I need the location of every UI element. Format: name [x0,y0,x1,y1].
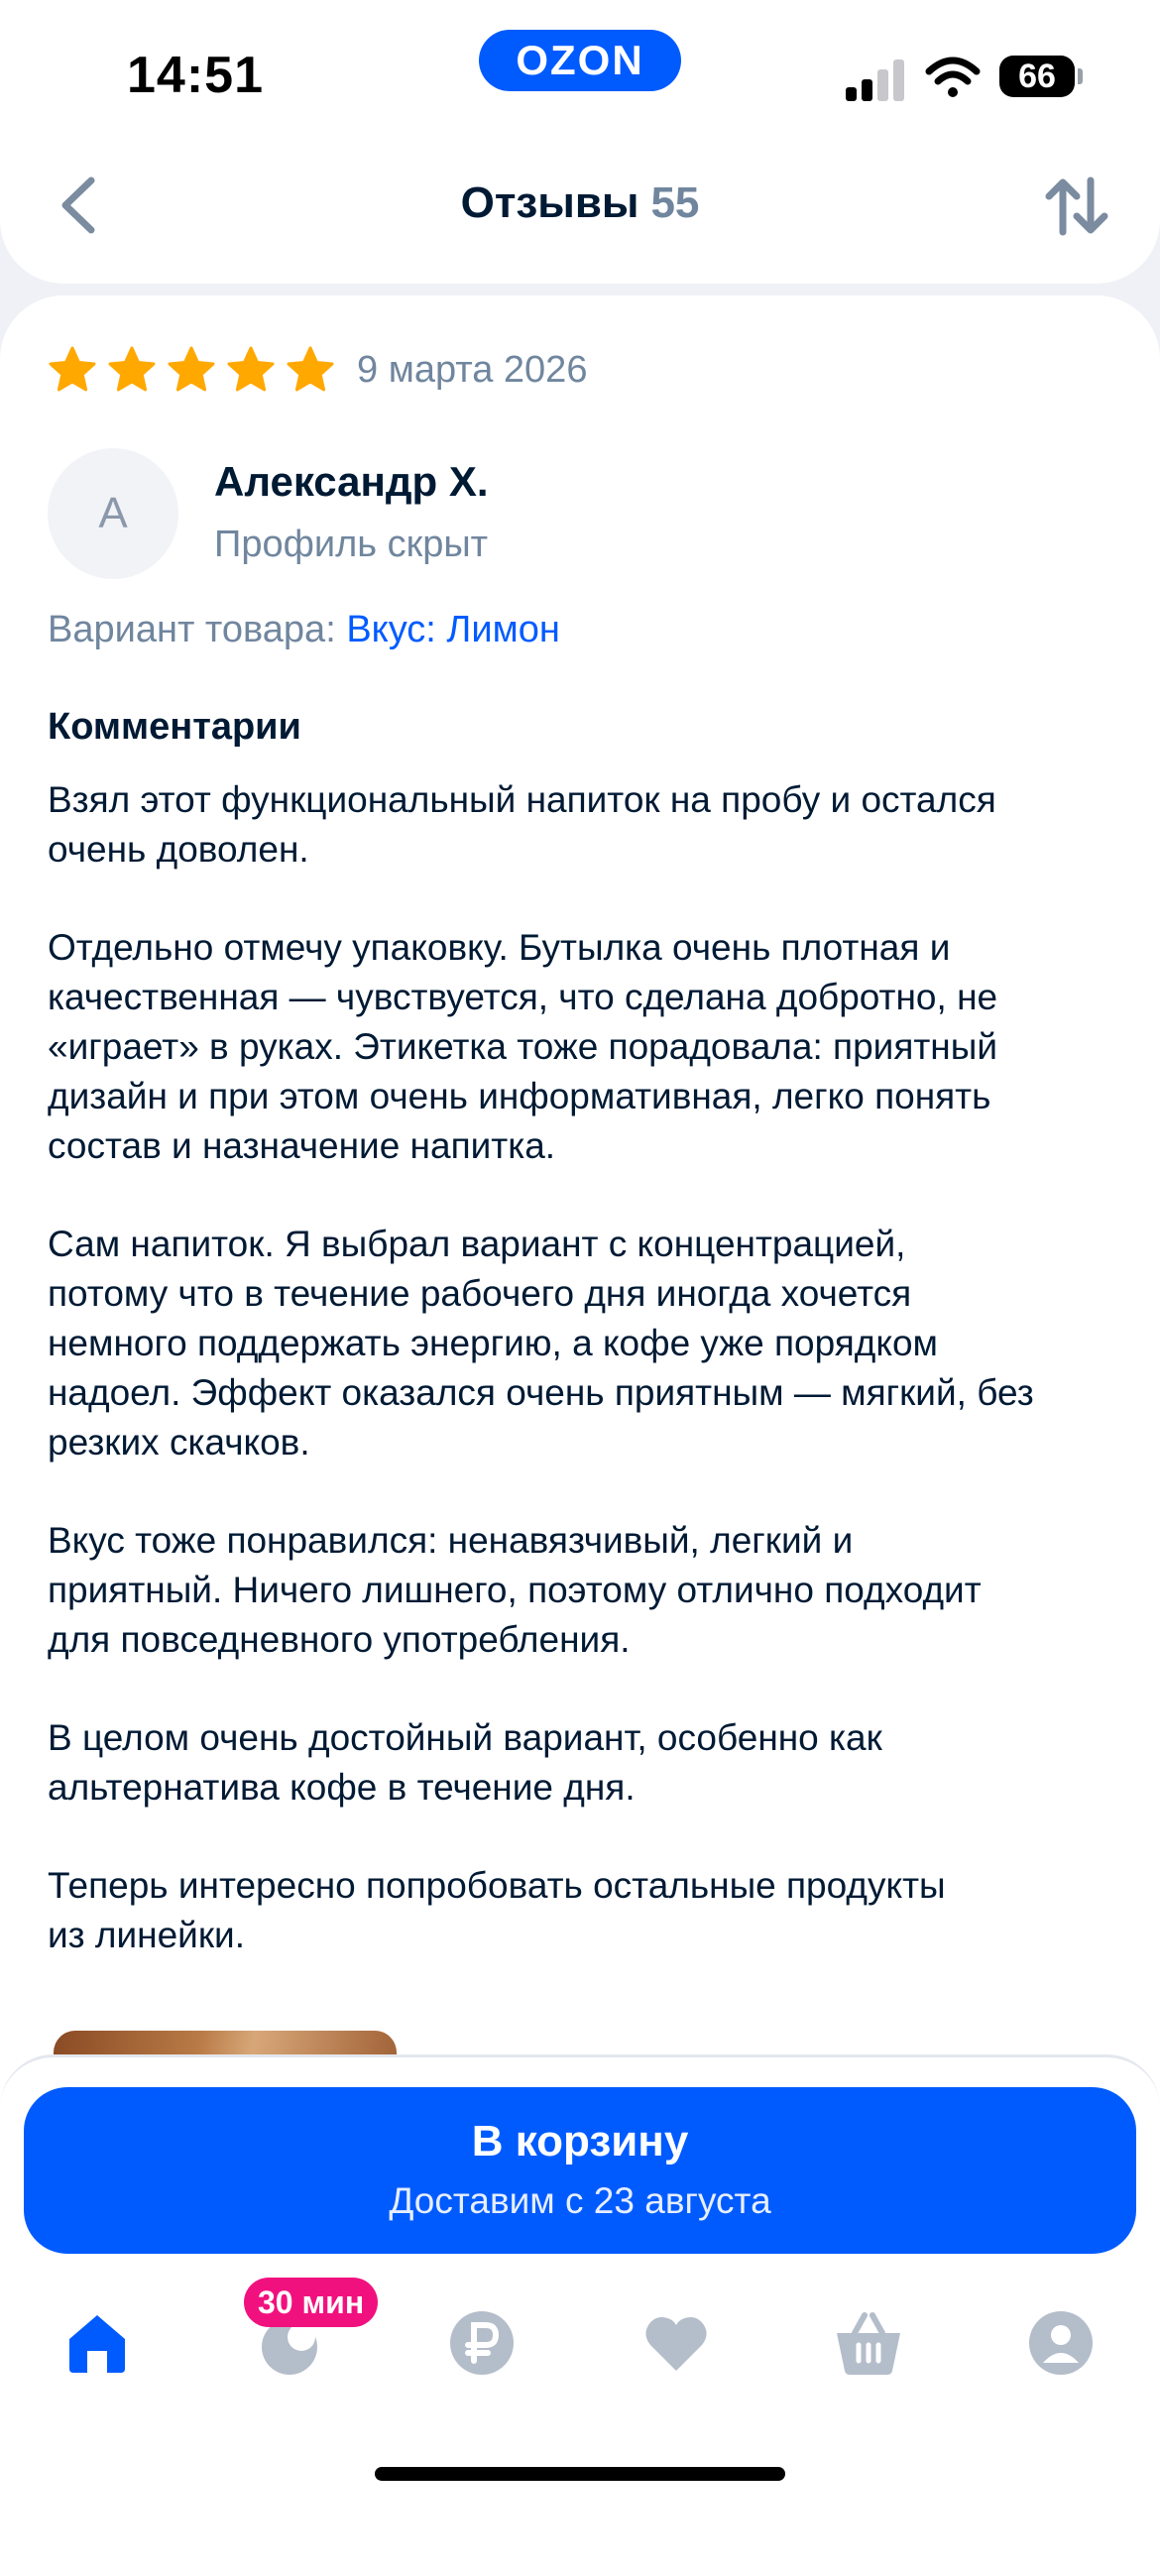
wifi-icon [925,56,981,99]
review-paragraph: Сам напиток. Я выбрал вариант с концентрацией, потому что в течение рабочего дня иногда хочется немного поддержать энергию, а кофе уже порядком надоел. Эффект оказался очень приятным — мягкий, без резких скачков. [48,1224,1034,1463]
review-text [48,775,1118,2009]
star-icon [167,345,216,395]
reviews-count: 55 [650,178,700,227]
page-title [0,178,1160,228]
review-paragraph: Теперь интересно попробовать остальные продукты из линейки. [48,1865,946,1955]
review-paragraph: Вкус тоже понравился: ненавязчивый, легкий и приятный. Ничего лишнего, поэтому отлично подходит для повседневного употребления. [48,1520,982,1660]
battery-indicator: 66 [999,56,1075,97]
review-paragraph: Взял этот функциональный напиток на пробу и остался очень доволен. [48,779,996,870]
home-icon[interactable] [61,2307,133,2379]
cellular-signal-icon [846,58,907,101]
heart-icon[interactable] [640,2307,712,2379]
review-date: 9 марта 2026 [357,349,588,391]
basket-icon[interactable] [833,2307,904,2379]
star-icon [286,345,335,395]
profile-status: Профиль скрыт [214,524,489,565]
page-title-text: Отзывы [460,178,639,227]
bottom-panel [0,2054,1160,2511]
add-to-cart-button[interactable] [24,2087,1136,2254]
sort-arrows-icon[interactable] [1045,175,1108,238]
reviews-header [0,129,1160,284]
comments-title: Комментарии [48,706,301,748]
ruble-icon[interactable] [446,2307,518,2379]
variant-value[interactable]: Вкус: Лимон [346,609,560,650]
tab-bar [0,2307,1160,2406]
express-badge: 30 мин [244,2278,378,2327]
review-paragraph: В целом очень достойный вариант, особенно как альтернатива кофе в течение дня. [48,1717,882,1808]
ozon-logo: OZON [479,30,681,91]
home-indicator [375,2467,785,2481]
star-icon [226,345,276,395]
star-icon [48,345,97,395]
add-to-cart-label: В корзину [471,2117,689,2166]
avatar: А [48,448,178,579]
author-name: Александр Х. [214,458,489,505]
status-time: 14:51 [127,47,264,104]
review-paragraph: Отдельно отмечу упаковку. Бутылка очень плотная и качественная — чувствуется, что сделана добротно, не «играет» в руках. Этикетка тоже порадовала: приятный дизайн и при этом очень информативная, легко понять состав и назначение напитка. [48,927,998,1166]
status-bar [0,0,1160,149]
variant-label: Вариант товара: [48,609,336,650]
star-icon [107,345,157,395]
profile-icon[interactable] [1025,2307,1097,2379]
delivery-date-label: Доставим с 23 августа [389,2180,771,2221]
product-variant [48,609,560,651]
rating-stars [48,345,335,395]
